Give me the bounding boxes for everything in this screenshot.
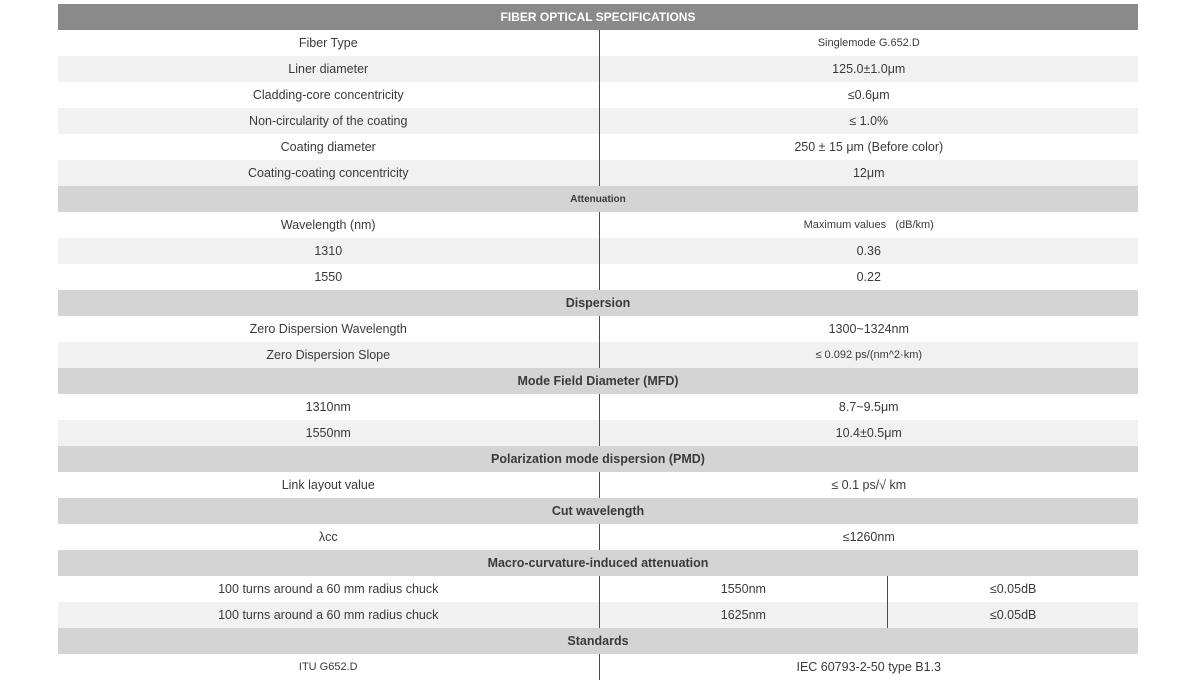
row-value: 8.7~9.5μm <box>599 394 1139 420</box>
row-label: ITU G652.D <box>298 661 358 673</box>
table-row <box>58 82 1138 108</box>
row-label: λcc <box>318 530 338 544</box>
table-row <box>58 420 1138 446</box>
column-value: Maximum values (dB/km) <box>599 212 1139 238</box>
row-wavelength: 1625nm <box>599 602 888 628</box>
row-value: ≤0.05dB <box>887 602 1138 628</box>
row-label: 1550 <box>314 270 343 284</box>
row-label: Fiber Type <box>298 36 358 50</box>
row-label: Coating-coating concentricity <box>248 166 409 180</box>
row-label: 1310 <box>314 244 343 258</box>
section-heading-macro: Macro-curvature-induced attenuation <box>58 550 1138 576</box>
row-value: ≤0.05dB <box>887 576 1138 602</box>
row-label: Link layout value <box>281 478 375 492</box>
table-title: FIBER OPTICAL SPECIFICATIONS <box>58 4 1138 30</box>
table-row <box>58 576 1138 602</box>
section-heading-attenuation: Attenuation <box>58 186 1138 212</box>
section-heading-standards: Standards <box>58 628 1138 654</box>
table-row <box>58 316 1138 342</box>
table-row <box>58 394 1138 420</box>
row-value: 0.22 <box>599 264 1139 290</box>
row-value: ≤1260nm <box>599 524 1139 550</box>
row-label: 100 turns around a 60 mm radius chuck <box>218 608 439 622</box>
row-value: 10.4±0.5μm <box>599 420 1139 446</box>
row-value: ≤ 1.0% <box>599 108 1139 134</box>
table-row <box>58 524 1138 550</box>
table-row <box>58 212 1138 238</box>
table-row <box>58 238 1138 264</box>
row-value: 125.0±1.0μm <box>599 56 1139 82</box>
row-label: 100 turns around a 60 mm radius chuck <box>218 582 439 596</box>
section-heading-mfd: Mode Field Diameter (MFD) <box>58 368 1138 394</box>
row-label: Cladding-core concentricity <box>252 88 404 102</box>
table-row <box>58 654 1138 680</box>
row-label: Zero Dispersion Wavelength <box>249 322 407 336</box>
table-row <box>58 264 1138 290</box>
row-label: Zero Dispersion Slope <box>266 348 391 362</box>
table-row <box>58 56 1138 82</box>
table-row <box>58 30 1138 56</box>
row-value: 0.36 <box>599 238 1139 264</box>
table-row <box>58 342 1138 368</box>
section-heading-dispersion: Dispersion <box>58 290 1138 316</box>
section-heading-pmd: Polarization mode dispersion (PMD) <box>58 446 1138 472</box>
row-label: Liner diameter <box>288 62 369 76</box>
table-row <box>58 134 1138 160</box>
row-value: IEC 60793-2-50 type B1.3 <box>599 654 1139 680</box>
row-value: ≤ 0.092 ps/(nm^2·km) <box>599 342 1139 368</box>
row-value: 1300~1324nm <box>599 316 1139 342</box>
row-value: ≤ 0.1 ps/√ km <box>599 472 1139 498</box>
table-row <box>58 472 1138 498</box>
table-row <box>58 602 1138 628</box>
row-label: 1550nm <box>305 426 351 440</box>
table-row <box>58 160 1138 186</box>
row-label: 1310nm <box>305 400 351 414</box>
row-label: Coating diameter <box>280 140 376 154</box>
row-value: ≤0.6μm <box>599 82 1139 108</box>
table-row <box>58 108 1138 134</box>
column-label: Wavelength (nm) <box>280 218 376 232</box>
row-value: Singlemode G.652.D <box>599 30 1139 56</box>
spec-table <box>58 4 1138 680</box>
row-label: Non-circularity of the coating <box>249 114 408 128</box>
section-heading-cut-wavelength: Cut wavelength <box>58 498 1138 524</box>
row-wavelength: 1550nm <box>599 576 888 602</box>
row-value: 250 ± 15 μm (Before color) <box>599 134 1139 160</box>
row-value: 12μm <box>599 160 1139 186</box>
